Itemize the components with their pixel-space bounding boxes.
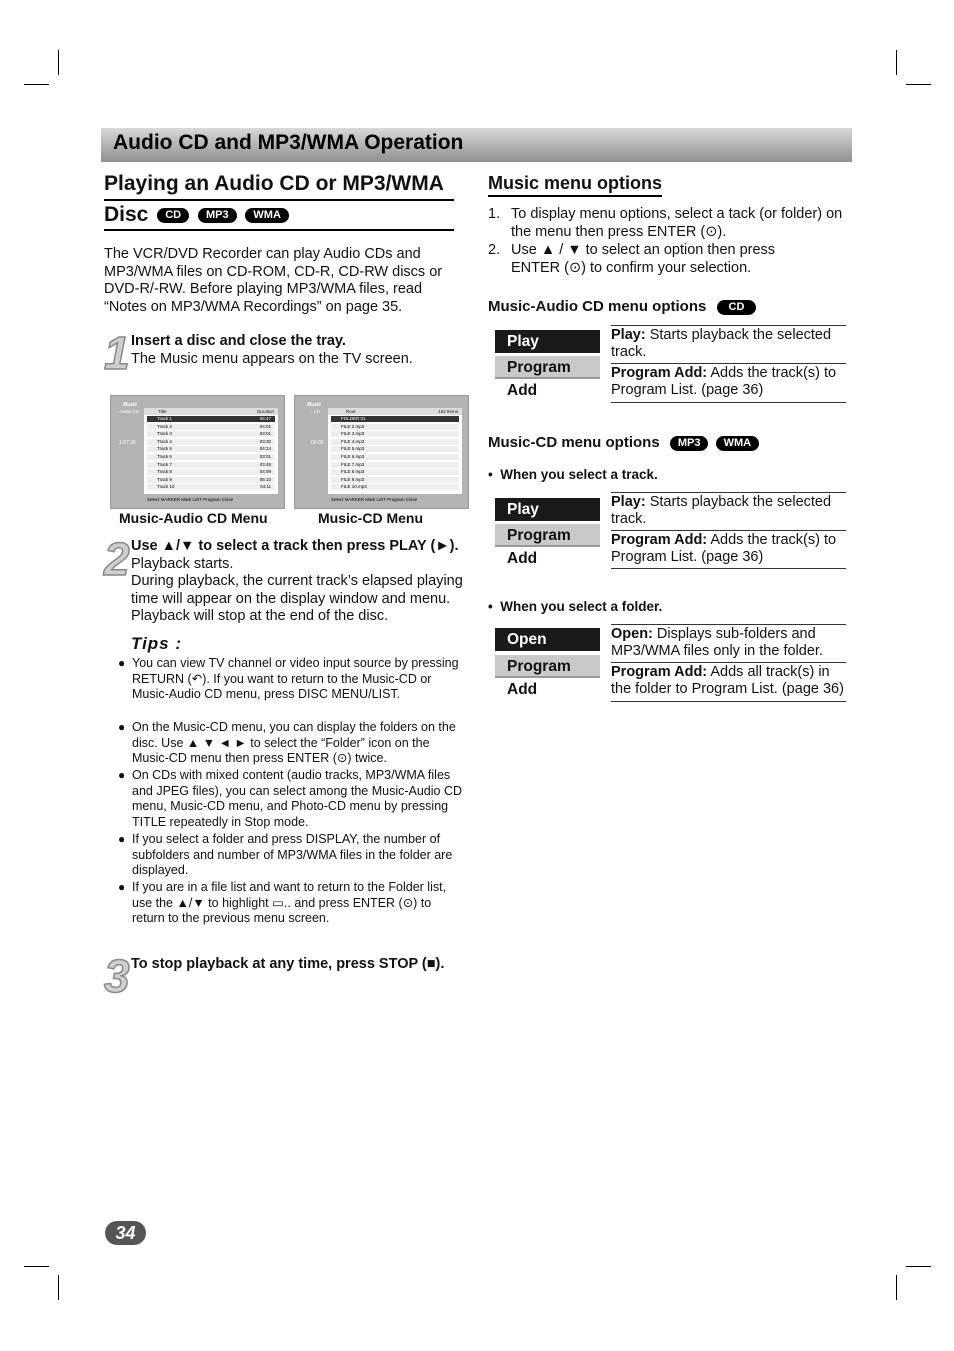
desc-text: Adds the track(s) to Program List. (page 36) (611, 532, 837, 565)
play-description (611, 492, 846, 531)
file-row (331, 469, 459, 476)
file-row (331, 462, 459, 469)
step-text: Use ▲ / ▼ to select an option then press ENTER (⊙) to confirm your selection. (511, 242, 776, 276)
crop-mark (58, 50, 59, 75)
open-option[interactable]: Open (495, 628, 600, 651)
badge-mp3: MP3 (670, 436, 709, 451)
root-label: Root (346, 409, 356, 414)
program-add-description (611, 363, 846, 403)
screen-side-subtitle: - Audio CD (117, 409, 139, 414)
track-name: Track 9 (157, 476, 172, 482)
track-duration: 04:01 (259, 423, 271, 429)
screen-time: 1:07:30 (119, 440, 136, 446)
track-name: Track 3 (157, 431, 172, 437)
music-cd-menu-screenshot (294, 395, 469, 509)
desc-text: Starts playback the selected track. (611, 494, 832, 527)
step3-instruction: To stop playback at any time, press STOP (■). (131, 956, 445, 972)
desc-term: Play: (611, 327, 646, 343)
track-duration: 06:47 (259, 416, 271, 421)
file-name: FILE 6.mp3 (341, 454, 365, 459)
step2-text: Playback starts. During playback, the current track’s elapsed playing time will appear on the display window and menu. Playback will stop at the end of the disc. (131, 555, 463, 624)
open-description (611, 624, 846, 663)
file-name: FILE 8.mp3 (341, 469, 365, 475)
track-duration: 04:09 (259, 469, 271, 475)
desc-text: Adds all track(s) in the folder to Program List. (page 36) (611, 664, 844, 697)
track-name: Track 5 (157, 446, 172, 452)
crop-mark (58, 1275, 59, 1300)
crop-mark (906, 84, 931, 85)
track-name: Track 8 (157, 469, 172, 475)
desc-text: Adds the track(s) to Program List. (page 36) (611, 365, 837, 398)
folder-selection-label: • When you select a folder. (488, 599, 663, 614)
file-name: FILE 3.mp3 (341, 431, 365, 437)
track-row (147, 469, 275, 476)
subheading: Music-CD menu options (488, 434, 660, 451)
track-row (147, 477, 275, 484)
music-menu-options-heading: Music menu options (488, 173, 662, 197)
file-name: FILE 9.mp3 (341, 476, 365, 482)
subheading: Music-Audio CD menu options (488, 298, 707, 315)
track-duration: 03:48 (259, 461, 271, 467)
track-row (147, 446, 275, 453)
file-name: FILE 4.mp3 (341, 438, 365, 444)
step1-text: The Music menu appears on the TV screen. (131, 350, 413, 367)
file-row (331, 416, 459, 423)
file-name: FILE 5.mp3 (341, 446, 365, 452)
file-row (331, 446, 459, 453)
track-duration: 03:01 (259, 431, 271, 437)
badge-wma: WMA (245, 208, 289, 223)
step1-instruction: Insert a disc and close the tray. (131, 333, 346, 349)
track-name: Track 6 (157, 454, 172, 459)
screen-footer: Select MARKER Mark LIST Program Close (147, 497, 234, 502)
file-name: FILE 10.mp3 (341, 484, 367, 490)
caption-music-cd-menu: Music-CD Menu (318, 510, 423, 526)
banner-title: Audio CD and MP3/WMA Operation (113, 131, 464, 154)
screen-side-subtitle: - CD (311, 409, 321, 414)
section-heading (104, 172, 454, 231)
badge-wma: WMA (716, 436, 760, 451)
column-title: Title (158, 409, 167, 414)
music-cd-options-heading (488, 434, 759, 451)
tip-text: You can view TV channel or video input source by pressing RETURN (↶). If you want to return to the Music-CD or Music-Audio CD menu, press DISC MENU/LIST. (132, 656, 459, 701)
step-text: To display menu options, select a tack (or folder) on the menu then press ENTER (⊙). (511, 206, 843, 240)
track-name: Track 2 (157, 423, 172, 429)
track-row (147, 424, 275, 431)
divider (611, 701, 846, 702)
track-row (147, 454, 275, 461)
step-index: 1. (488, 206, 501, 222)
track-duration: 04:11 (260, 484, 271, 490)
heading-line2: Disc (104, 203, 149, 226)
step-number: 1 (104, 327, 130, 379)
track-name: Track 7 (157, 461, 172, 467)
folder-options-table (495, 624, 847, 704)
music-audio-cd-menu-screenshot (110, 395, 285, 509)
tip-item: ● You can view TV channel or video input source by pressing RETURN (↶). If you want to return to the Music-CD or Music-Audio CD menu, press DISC MENU/LIST. (118, 656, 459, 701)
screen-time: 00:00 (311, 440, 324, 446)
screen-side-title: Music (123, 402, 138, 408)
tip-text: On the Music-CD menu, you can display the folders on the disc. Use ▲ ▼ ◄ ► to select the “Folder” icon on the Music-CD menu then press ENTER (⊙) twice. (132, 720, 456, 765)
label-text: When you select a folder. (500, 599, 663, 614)
file-name: FILE 2.mp3 (341, 423, 365, 429)
divider (611, 568, 846, 569)
desc-term: Program Add: (611, 664, 708, 680)
file-name: FOLDER 01 (341, 416, 366, 421)
intro-paragraph: The VCR/DVD Recorder can play Audio CDs and MP3/WMA files on CD-ROM, CD-R, CD-RW discs or DVD-R/-RW. Before playing MP3/WMA files, read “Notes on MP3/WMA Recordings” on page 35. (104, 246, 443, 315)
file-row (331, 431, 459, 438)
tips-title: Tips : (131, 634, 183, 653)
track-name: Track 1 (157, 416, 172, 421)
step2-instruction: Use ▲/▼ to select a track then press PLAY (►). (131, 538, 459, 554)
file-list (328, 408, 462, 494)
track-options-table (495, 492, 847, 572)
file-row (331, 484, 459, 491)
audio-cd-options-heading (488, 298, 756, 315)
file-row (331, 454, 459, 461)
tip-item: ● On the Music-CD menu, you can display the folders on the disc. Use ▲ ▼ ◄ ► to select the “Folder” icon on the Music-CD menu then press ENTER (⊙) twice. (118, 720, 456, 765)
audio-cd-options-table (495, 325, 847, 405)
track-selection-label: • When you select a track. (488, 467, 658, 482)
step-number: 3 (104, 950, 130, 1002)
program-add-description (611, 662, 846, 702)
play-option[interactable]: Play (495, 330, 600, 353)
track-name: Track 10 (157, 484, 175, 490)
divider (611, 402, 846, 403)
file-row (331, 439, 459, 446)
tip-text: If you select a folder and press DISPLAY, the number of subfolders and number of MP3/WMA files in the folder are displayed. (132, 832, 453, 877)
crop-mark (24, 1266, 49, 1267)
column-duration: Duration (256, 409, 274, 414)
badge-cd: CD (157, 208, 189, 223)
play-description (611, 325, 846, 364)
crop-mark (896, 50, 897, 75)
tip-text: If you are in a file list and want to return to the Folder list, use the ▲/▼ to highlight ▭.. and press ENTER (⊙) to return to the previous menu screen. (132, 880, 447, 925)
crop-mark (896, 1275, 897, 1300)
track-list (144, 408, 278, 494)
tip-item: ● If you select a folder and press DISPLAY, the number of subfolders and number of MP3/WMA files in the folder are displayed. (118, 832, 453, 877)
step-index: 2. (488, 242, 501, 258)
track-name: Track 4 (157, 438, 172, 444)
track-row (147, 484, 275, 491)
crop-mark (24, 84, 49, 85)
desc-term: Play: (611, 494, 646, 510)
program-add-option[interactable]: Program Add (495, 356, 600, 379)
option-step (488, 206, 848, 241)
crop-mark (906, 1266, 931, 1267)
label-text: When you select a track. (500, 467, 658, 482)
track-row (147, 431, 275, 438)
program-add-description (611, 530, 846, 570)
step-number: 2 (104, 533, 130, 585)
play-option[interactable]: Play (495, 498, 600, 521)
file-row (331, 477, 459, 484)
desc-term: Program Add: (611, 532, 708, 548)
screen-footer: Select MARKER Mark LIST Program Close (331, 497, 418, 502)
track-duration: 05:10 (259, 476, 271, 482)
tip-item: ● If you are in a file list and want to return to the Folder list, use the ▲/▼ to highlight ▭.. and press ENTER (⊙) to return to the previous menu screen. (118, 880, 447, 925)
section-banner (101, 128, 852, 162)
tip-item: ● On CDs with mixed content (audio tracks, MP3/WMA files and JPEG files), you can select among the Music-Audio CD menu, Music-CD menu, and Photo-CD menu by pressing TITLE repeatedly in Stop mode. (118, 768, 463, 829)
caption-music-audio-cd-menu: Music-Audio CD Menu (119, 510, 268, 526)
program-add-option[interactable]: Program Add (495, 655, 600, 678)
step2 (131, 538, 466, 626)
page-number: 34 (105, 1221, 146, 1245)
tip-text: On CDs with mixed content (audio tracks, MP3/WMA files and JPEG files), you can select among the Music-Audio CD menu, Music-CD menu, and Photo-CD menu by pressing TITLE repeatedly in Stop mode. (132, 768, 463, 829)
desc-term: Open: (611, 626, 653, 642)
file-row (331, 424, 459, 431)
track-row (147, 439, 275, 446)
desc-text: Starts playback the selected track. (611, 327, 832, 360)
track-duration: 03:30 (259, 438, 271, 444)
screen-side-title: Music (307, 402, 322, 408)
track-duration: 04:24 (259, 446, 271, 452)
step1 (131, 333, 461, 368)
desc-term: Program Add: (611, 365, 708, 381)
heading-line1: Playing an Audio CD or MP3/WMA (104, 172, 454, 201)
badge-mp3: MP3 (198, 208, 237, 223)
track-duration: 03:01 (259, 454, 271, 459)
file-name: FILE 7.mp3 (341, 461, 365, 467)
track-row (147, 462, 275, 469)
program-add-option[interactable]: Program Add (495, 524, 600, 547)
option-step (488, 242, 848, 277)
items-count: 152 Items (438, 409, 458, 414)
badge-cd: CD (717, 300, 757, 315)
track-row (147, 416, 275, 423)
desc-text: Displays sub-folders and MP3/WMA files only in the folder. (611, 626, 823, 659)
